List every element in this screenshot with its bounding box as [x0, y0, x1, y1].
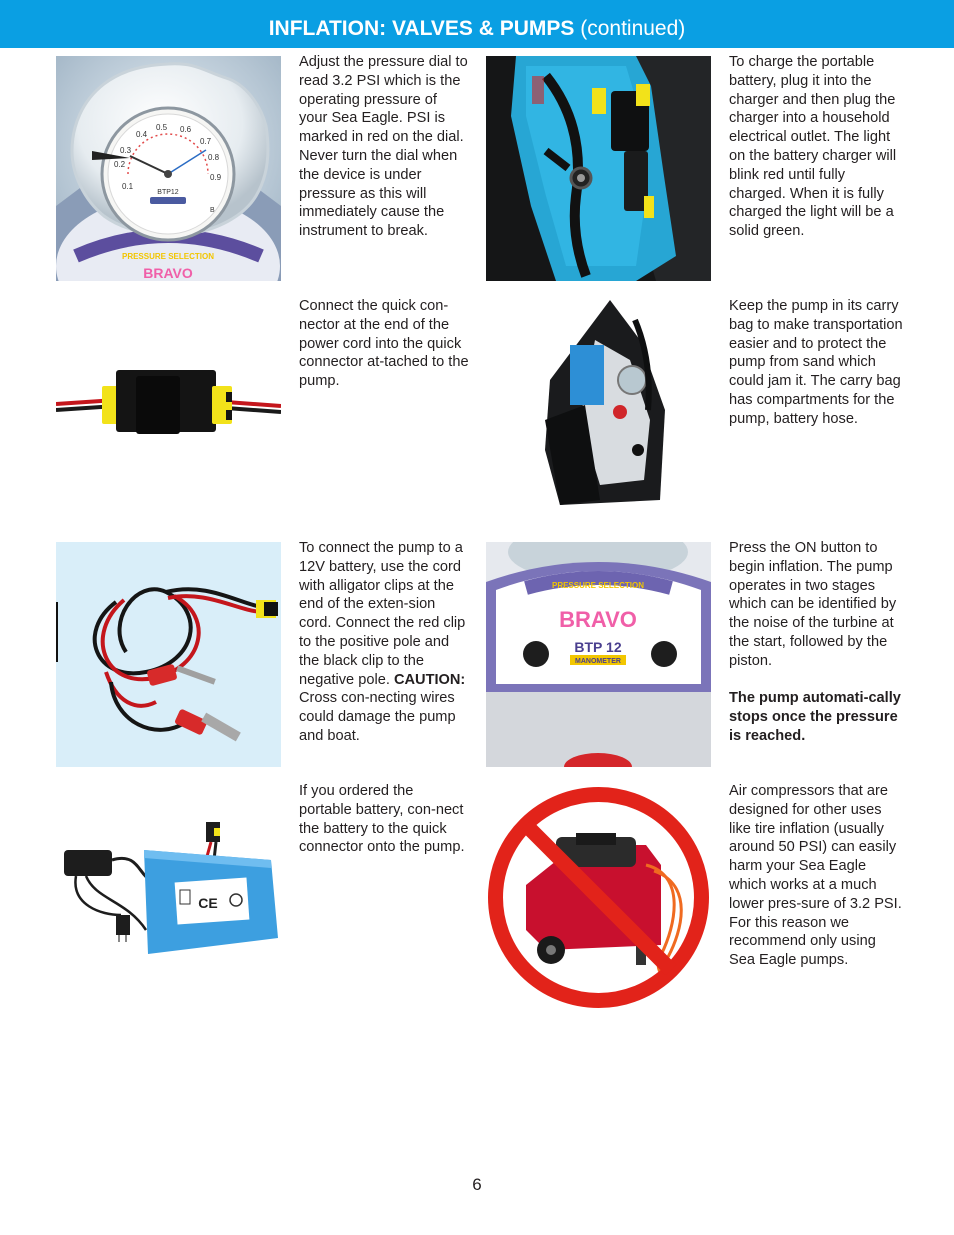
- dial-scale-0.2: 0.2: [114, 160, 126, 169]
- dial-mark-text: B: [210, 207, 215, 214]
- battery-ce-mark: CE: [198, 895, 218, 911]
- header-title-bold: INFLATION: VALVES & PUMPS: [268, 17, 575, 40]
- dial-instructions: [299, 53, 469, 241]
- dial-scale-0.6: 0.6: [180, 125, 192, 134]
- on-button: [523, 641, 549, 667]
- carry-bag-text: Keep the pump in its carry bag to make transportation easier and to protect the pump from sand which could jam it. The carry bag has compartments for the pump, battery hose.: [729, 298, 903, 427]
- carry-bag-photo: [540, 300, 670, 512]
- dial-scale-0.3: 0.3: [120, 146, 132, 155]
- no-compressor-photo: [486, 785, 711, 1010]
- dial-scale-0.1: 0.1: [122, 182, 134, 191]
- portable-battery-text: If you ordered the portable battery, con-nect the battery to the quick connector onto the pump.: [299, 783, 465, 856]
- off-label: OFF: [655, 675, 677, 687]
- dial-text: Adjust the pressure dial to read 3.2 PSI which is the operating pressure of your Sea Eagle. PSI is marked in red on the dial. Never turn the dial when the device is under pressure as this will immediately cause the instrument to break.: [299, 54, 468, 240]
- pump-panel-photo: [486, 542, 711, 767]
- connector-instructions: [299, 297, 469, 391]
- dial-scale-0.4: 0.4: [136, 130, 148, 139]
- dial-band-text: PRESSURE SELECTION: [121, 252, 215, 261]
- dial-model-text: BTP12: [157, 189, 179, 196]
- battery-charging-photo: [486, 56, 711, 281]
- quick-connector-photo: [56, 340, 281, 455]
- carry-bag-instructions: [729, 297, 904, 429]
- battery-12v-text: To connect the pump to a 12V battery, use the cord with alligator clips at the end of the exten-sion cord. Connect the red clip to the positive pole and the black clip to the negative pole.: [299, 540, 466, 688]
- pressure-dial-photo: [56, 56, 281, 281]
- caution-text: Cross con-necting wires could damage the pump and boat.: [299, 690, 456, 744]
- on-button-text: Press the ON button to begin inflation. The pump operates in two stages which can be identified by the noise of the turbine at the start, followed by the piston.: [729, 540, 897, 669]
- connector-text: Connect the quick con-nector at the end of the power cord into the quick connector at-tached to the pump.: [299, 298, 469, 390]
- alligator-clips-photo: [56, 542, 281, 767]
- on-button-instructions: [729, 539, 904, 746]
- portable-battery-photo: [56, 820, 281, 970]
- dial-scale-0.8: 0.8: [208, 153, 220, 162]
- compressor-warning: [729, 782, 904, 970]
- page-header: [0, 0, 954, 48]
- compressor-text: Air compressors that are designed for other uses like tire inflation (usually around 50 PSI) can easily harm your Sea Eagle which works at a much lower pres-sure of 3.2 PSI. For this reason we recommend only using Sea Eagle pumps.: [729, 783, 902, 969]
- header-title-continued: (continued): [580, 17, 686, 40]
- portable-battery-instructions: [299, 782, 469, 857]
- auto-stop-note: The pump automati-cally stops once the pressure is reached.: [729, 690, 901, 744]
- charge-instructions: [729, 53, 904, 241]
- dial-scale-0.9: 0.9: [210, 173, 222, 182]
- off-button: [651, 641, 677, 667]
- charge-text: To charge the portable battery, plug it into the charger and then plug the charger into a household electrical outlet. The light on the battery charger will blink red until fully charged. When it is fully charged the light will be a solid green.: [729, 54, 897, 240]
- dial-scale-0.7: 0.7: [200, 137, 212, 146]
- battery-12v-instructions: [299, 539, 469, 746]
- panel-sub-text: MANOMETER: [575, 658, 621, 665]
- on-label: ON: [527, 675, 545, 687]
- page-number: 6: [472, 1175, 482, 1194]
- panel-brand-text: BRAVO: [559, 607, 637, 632]
- caution-label: CAUTION:: [393, 671, 466, 688]
- dial-brand-text: BRAVO: [143, 265, 193, 281]
- panel-model-text: BTP 12: [574, 639, 622, 655]
- panel-band-text: PRESSURE SELECTION: [551, 581, 645, 590]
- dial-scale-0.5: 0.5: [156, 123, 168, 132]
